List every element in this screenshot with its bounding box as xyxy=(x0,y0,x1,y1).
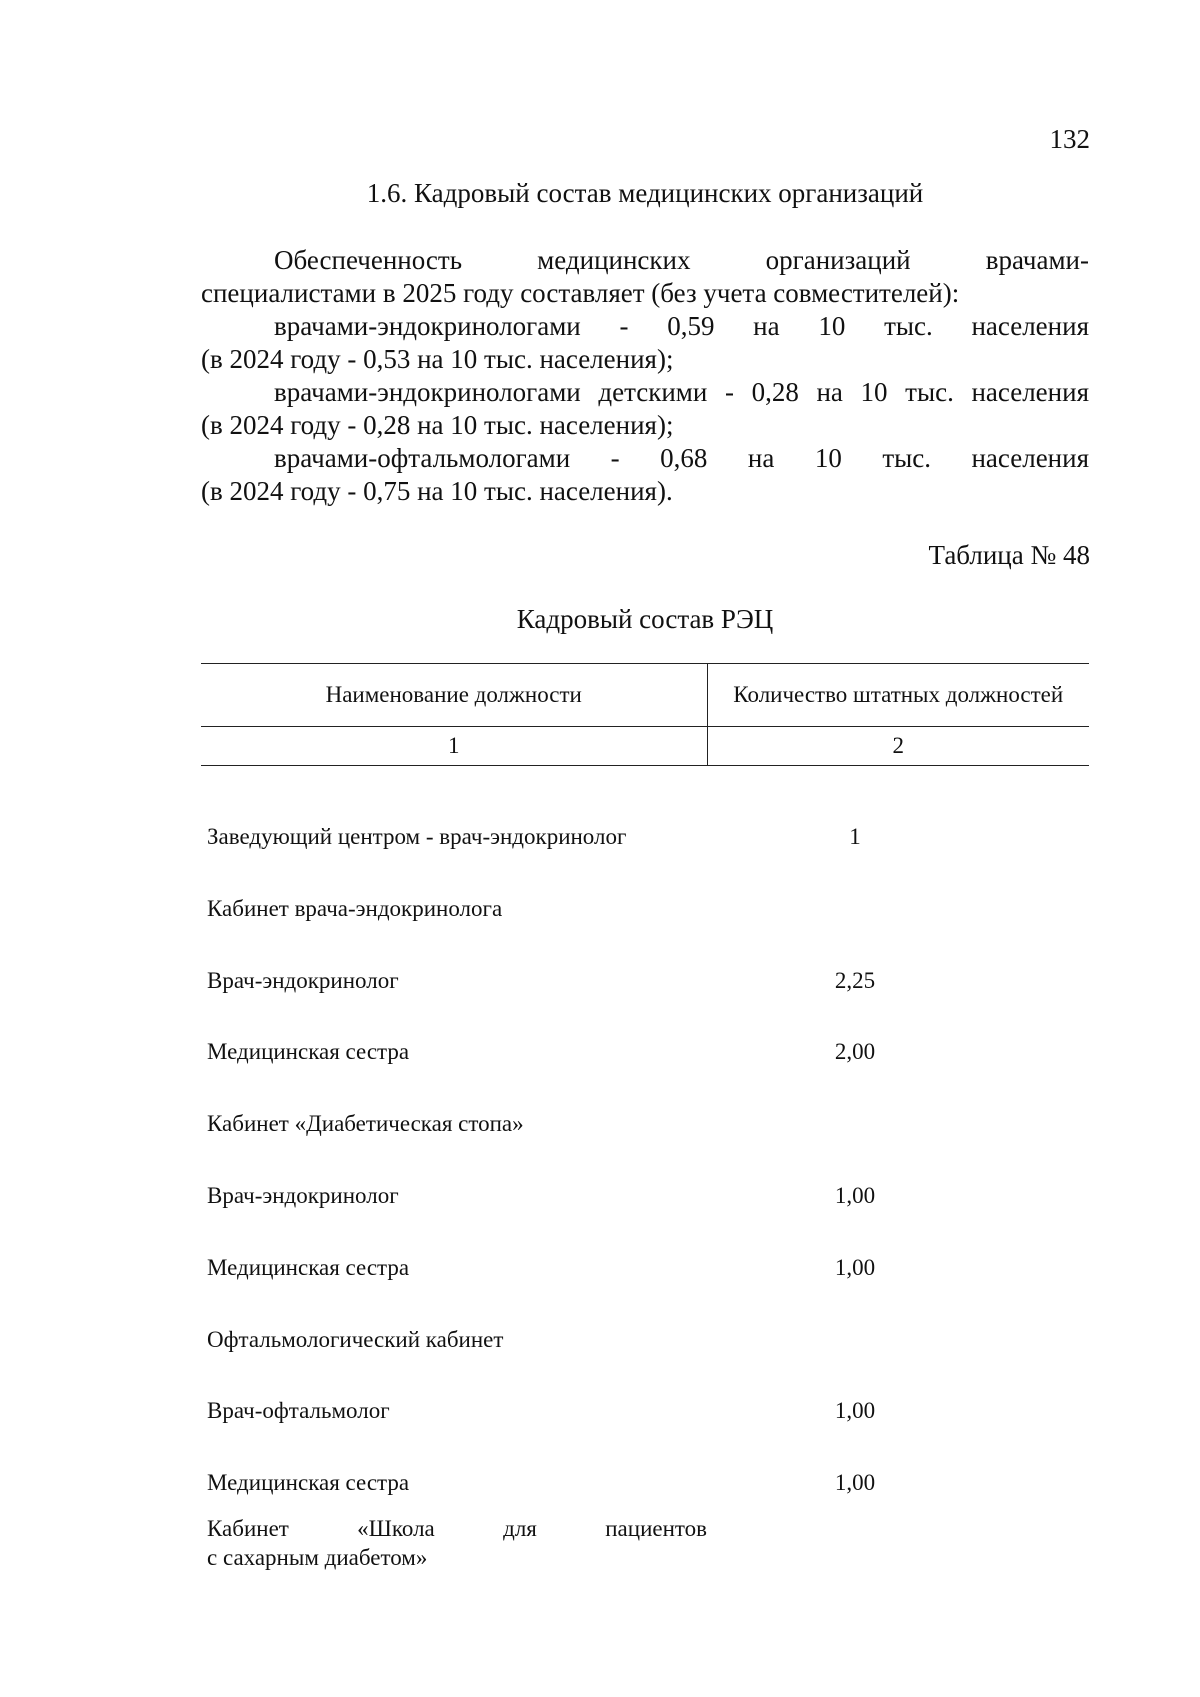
table-row xyxy=(201,1500,1089,1572)
table-title: Кадровый состав РЭЦ xyxy=(516,604,774,634)
intro-item-3-note: (в 2024 году - 0,75 на 10 тыс. населения). xyxy=(201,476,673,506)
staff-table xyxy=(201,663,1089,1572)
row-name: Кабинет врача-эндокринолога xyxy=(207,895,503,921)
table-label: Таблица № 48 xyxy=(928,540,1090,570)
table-row xyxy=(201,998,1089,1070)
intro-item-3-main: врачами-офтальмологами - 0,68 на 10 тыс. населения xyxy=(274,443,1089,473)
row-count: 1,00 xyxy=(834,1182,876,1208)
row-count: 1 xyxy=(849,824,861,849)
table-row xyxy=(201,926,1089,998)
row-count: 1,00 xyxy=(834,1398,876,1424)
row-name: Офтальмологический кабинет xyxy=(207,1326,504,1352)
table-row xyxy=(201,1141,1089,1213)
row-name: Кабинет «Диабетическая стопа» xyxy=(207,1111,524,1137)
table-header-row xyxy=(201,664,1089,727)
row-count: 1,00 xyxy=(834,1470,876,1496)
table-row xyxy=(201,1213,1089,1285)
row-name xyxy=(201,1500,707,1572)
row-count xyxy=(707,854,1089,926)
table-number-row xyxy=(201,727,1089,766)
intro-line-1: Обеспеченность медицинских организаций врачами- xyxy=(274,245,1089,275)
intro-item-1-main: врачами-эндокринологами - 0,59 на 10 тыс. населения xyxy=(274,311,1089,341)
row-name: Медицинская сестра xyxy=(207,1254,410,1280)
row-count: 1,00 xyxy=(834,1254,876,1280)
table-row xyxy=(201,1428,1089,1500)
row-count: 2,25 xyxy=(834,967,876,993)
section-title: 1.6. Кадровый состав медицинских организаций xyxy=(366,178,924,208)
row-name: Медицинская сестра xyxy=(207,1039,410,1065)
row-name-line-2: с сахарным диабетом» xyxy=(207,1544,428,1570)
row-name: Заведующий центром - врач-эндокринолог xyxy=(207,824,627,849)
table-row xyxy=(201,1069,1089,1141)
page-number: 132 xyxy=(1049,124,1090,154)
intro-text xyxy=(201,244,1089,508)
intro-item-1-note: (в 2024 году - 0,53 на 10 тыс. населения); xyxy=(201,344,674,374)
row-name: Врач-эндокринолог xyxy=(207,967,399,993)
header-number-2: 2 xyxy=(707,727,1089,766)
table-row xyxy=(201,854,1089,926)
row-name: Медицинская сестра xyxy=(207,1470,410,1496)
intro-item-2-main: врачами-эндокринологами детскими - 0,28 на 10 тыс. населения xyxy=(274,377,1089,407)
table-row xyxy=(201,1285,1089,1357)
header-position-name: Наименование должности xyxy=(201,664,707,727)
row-count xyxy=(707,1500,1089,1572)
table-row xyxy=(201,1357,1089,1429)
intro-line-2: специалистами в 2025 году составляет (без учета совместителей): xyxy=(201,278,960,308)
row-name: Врач-офтальмолог xyxy=(207,1398,390,1424)
row-name-line-1: Кабинет «Школа для пациентов xyxy=(207,1515,707,1541)
table-row xyxy=(201,766,1089,855)
row-name: Врач-эндокринолог xyxy=(207,1182,399,1208)
intro-item-2-note: (в 2024 году - 0,28 на 10 тыс. населения); xyxy=(201,410,674,440)
header-staff-count: Количество штатных должностей xyxy=(707,664,1089,727)
row-count: 2,00 xyxy=(834,1039,876,1065)
row-count xyxy=(707,1069,1089,1141)
row-count xyxy=(707,1285,1089,1357)
header-number-1: 1 xyxy=(201,727,707,766)
